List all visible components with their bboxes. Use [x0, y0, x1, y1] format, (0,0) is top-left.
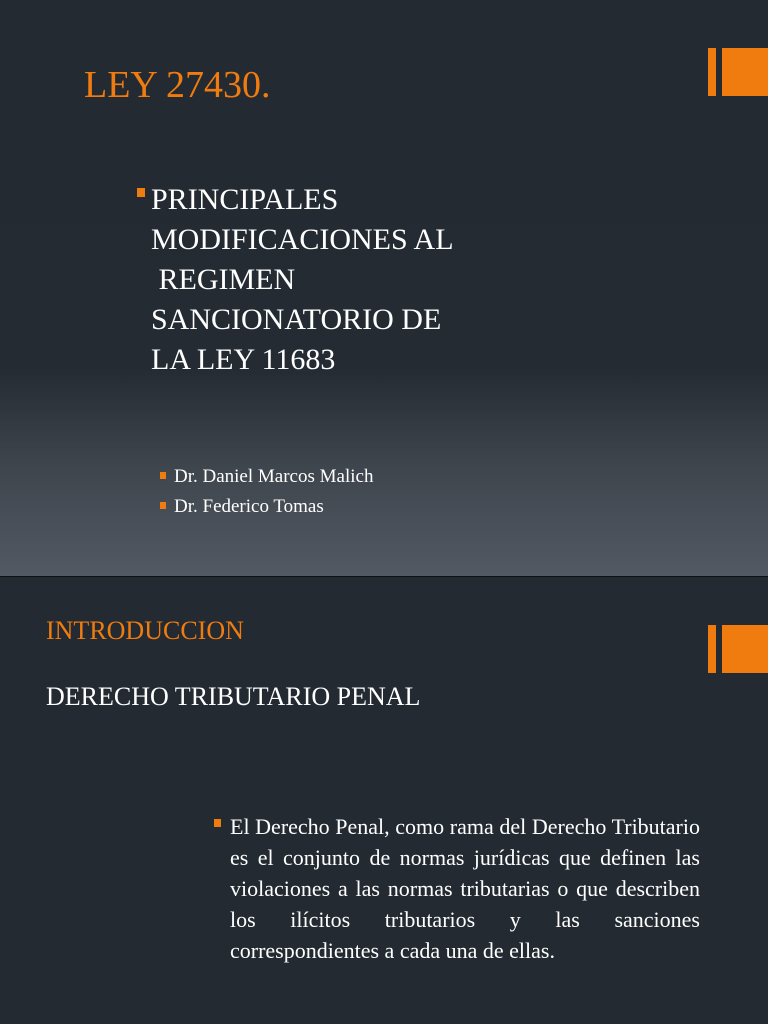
subtitle-line: LA LEY 11683 — [151, 343, 336, 376]
subtitle-line: REGIMEN — [151, 263, 296, 296]
slide-2-title: INTRODUCCION — [46, 616, 244, 645]
bullet-square-icon — [214, 819, 221, 827]
subtitle-lines — [151, 180, 454, 380]
bullet-square-icon — [137, 188, 145, 197]
slide-2-heading: DERECHO TRIBUTARIO PENAL — [46, 682, 421, 711]
paragraph-text: El Derecho Penal, como rama del Derecho Tributario es el conjunto de normas jurídicas que definen las violaciones a las normas tributarias o que describen los ilícitos tributarios y las sanciones correspondientes a cada una de ellas. — [230, 814, 700, 963]
accent-bar-decoration — [708, 48, 716, 96]
accent-block-decoration — [722, 48, 768, 96]
subtitle-line: PRINCIPALES — [151, 183, 339, 216]
subtitle-line: MODIFICACIONES AL — [151, 223, 454, 256]
slide-1-title: LEY 27430. — [84, 64, 271, 106]
author-item — [160, 492, 373, 522]
author-list — [160, 462, 373, 522]
bullet-square-icon — [160, 502, 166, 509]
accent-block-decoration — [722, 625, 768, 673]
slide-2 — [0, 577, 768, 1024]
author-name: Dr. Daniel Marcos Malich — [174, 466, 374, 487]
author-item — [160, 462, 373, 492]
author-name: Dr. Federico Tomas — [174, 496, 324, 517]
accent-bar-decoration — [708, 625, 716, 673]
subtitle-line: SANCIONATORIO DE — [151, 303, 442, 336]
bullet-square-icon — [160, 472, 166, 479]
